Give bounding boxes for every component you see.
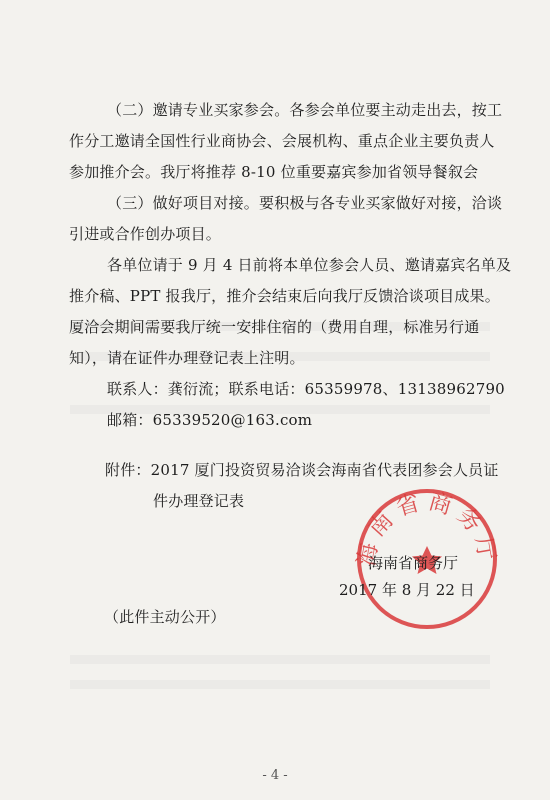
bleed-through-line [70,680,490,689]
paragraph-line: （二）邀请专业买家参会。各参会单位要主动走出去，按工 [107,101,503,119]
paragraph-line: 引进或合作创办项目。 [69,225,222,243]
paragraph-line: 知），请在证件办理登记表上注明。 [69,349,305,367]
email-line: 邮箱：65339520@163.com [107,411,313,429]
bleed-through-line [70,655,490,664]
paragraph-line: 各单位请于 9 月 4 日前将本单位参会人员、邀请嘉宾名单及 [107,256,512,274]
paragraph-line: 厦洽会期间需要我厅统一安排住宿的（费用自理，标准另行通 [69,318,480,336]
seal-text: 海南省商务厅 [353,488,501,569]
paragraph-line: 参加推介会。我厅将推荐 8-10 位重要嘉宾参加省领导餐叙会 [69,163,479,181]
paragraph-line: 作分工邀请全国性行业商协会、会展机构、重点企业主要负责人 [69,132,495,150]
contact-line: 联系人：龚衍流；联系电话：65359978、13138962790 [107,380,505,398]
signature-org: 海南省商务厅 [368,554,459,572]
signature-date: 2017 年 8 月 22 日 [339,581,475,599]
attachment-line: 附件：2017 厦门投资贸易洽谈会海南省代表团参会人员证 [105,461,499,479]
attachment-line: 件办理登记表 [153,492,245,510]
page-number: - 4 - [262,768,288,783]
paragraph-line: （三）做好项目对接。要积极与各专业买家做好对接，洽谈 [107,194,503,212]
paragraph-line: 推介稿、PPT 报我厅，推介会结束后向我厅反馈洽谈项目成果。 [69,287,500,305]
public-note: （此件主动公开） [104,608,226,626]
